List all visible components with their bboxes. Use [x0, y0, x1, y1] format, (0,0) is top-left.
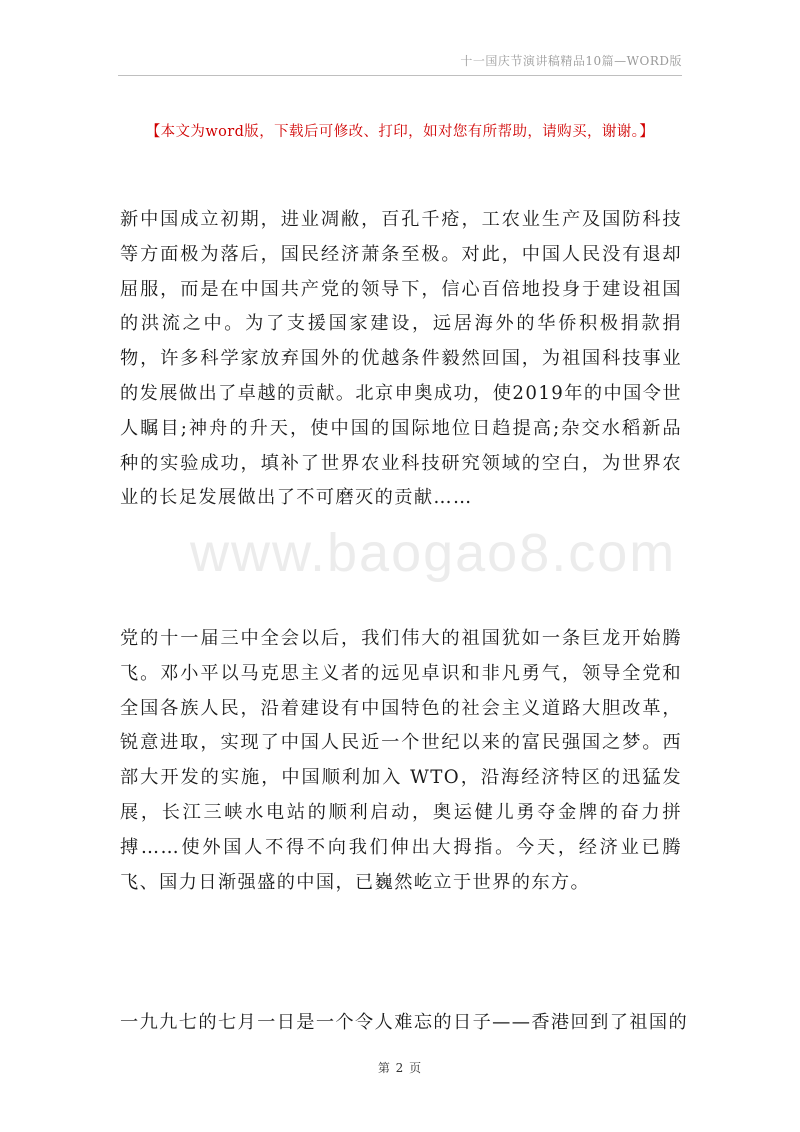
watermark: www.baogao8.com [190, 523, 677, 583]
body-paragraph: 新中国成立初期，进业凋敝，百孔千疮，工农业生产及国防科技等方面极为落后，国民经济萧条至极。对此，中国人民没有退却屈服，而是在中国共产党的领导下，信心百倍地投身于建设祖国的洪流之中。为了支援国家建设，远居海外的华侨积极捐款捐物，许多科学家放弃国外的优越条件毅然回国，为祖国科技事业的发展做出了卓越的贡献。北京申奥成功，使2019年的中国令世人瞩目;神舟的升天，使中国的国际地位日趋提高;杂交水稻新品种的实验成功，填补了世界农业科技研究领域的空白，为世界农业的长足发展做出了不可磨灭的贡献…… [120, 209, 682, 509]
body-paragraph: 一九九七的七月一日是一个令人难忘的日子——香港回到了祖国的 [120, 1012, 689, 1033]
purchase-notice: 【本文为word版，下载后可修改、打印，如对您有所帮助，请购买，谢谢。】 [145, 124, 655, 140]
header-divider [118, 75, 682, 76]
page-number: 第 2 页 [377, 1061, 423, 1075]
running-header: 十一国庆节演讲稿精品10篇—WORD版 [460, 54, 682, 68]
body-paragraph: 党的十一届三中全会以后，我们伟大的祖国犹如一条巨龙开始腾飞。邓小平以马克思主义者的远见卓识和非凡勇气，领导全党和全国各族人民，沿着建设有中国特色的社会主义道路大胆改革，锐意进取，实现了中国人民近一个世纪以来的富民强国之梦。西部大开发的实施，中国顺利加入 WTO，沿海经济特区的迅猛发展，长江三峡水电站的顺利启动，奥运健儿勇夺金牌的奋力拼搏……使外国人不得不向我们伸出大拇指。今天，经济业已腾飞、国力日渐强盛的中国，已巍然屹立于世界的东方。 [120, 628, 682, 893]
